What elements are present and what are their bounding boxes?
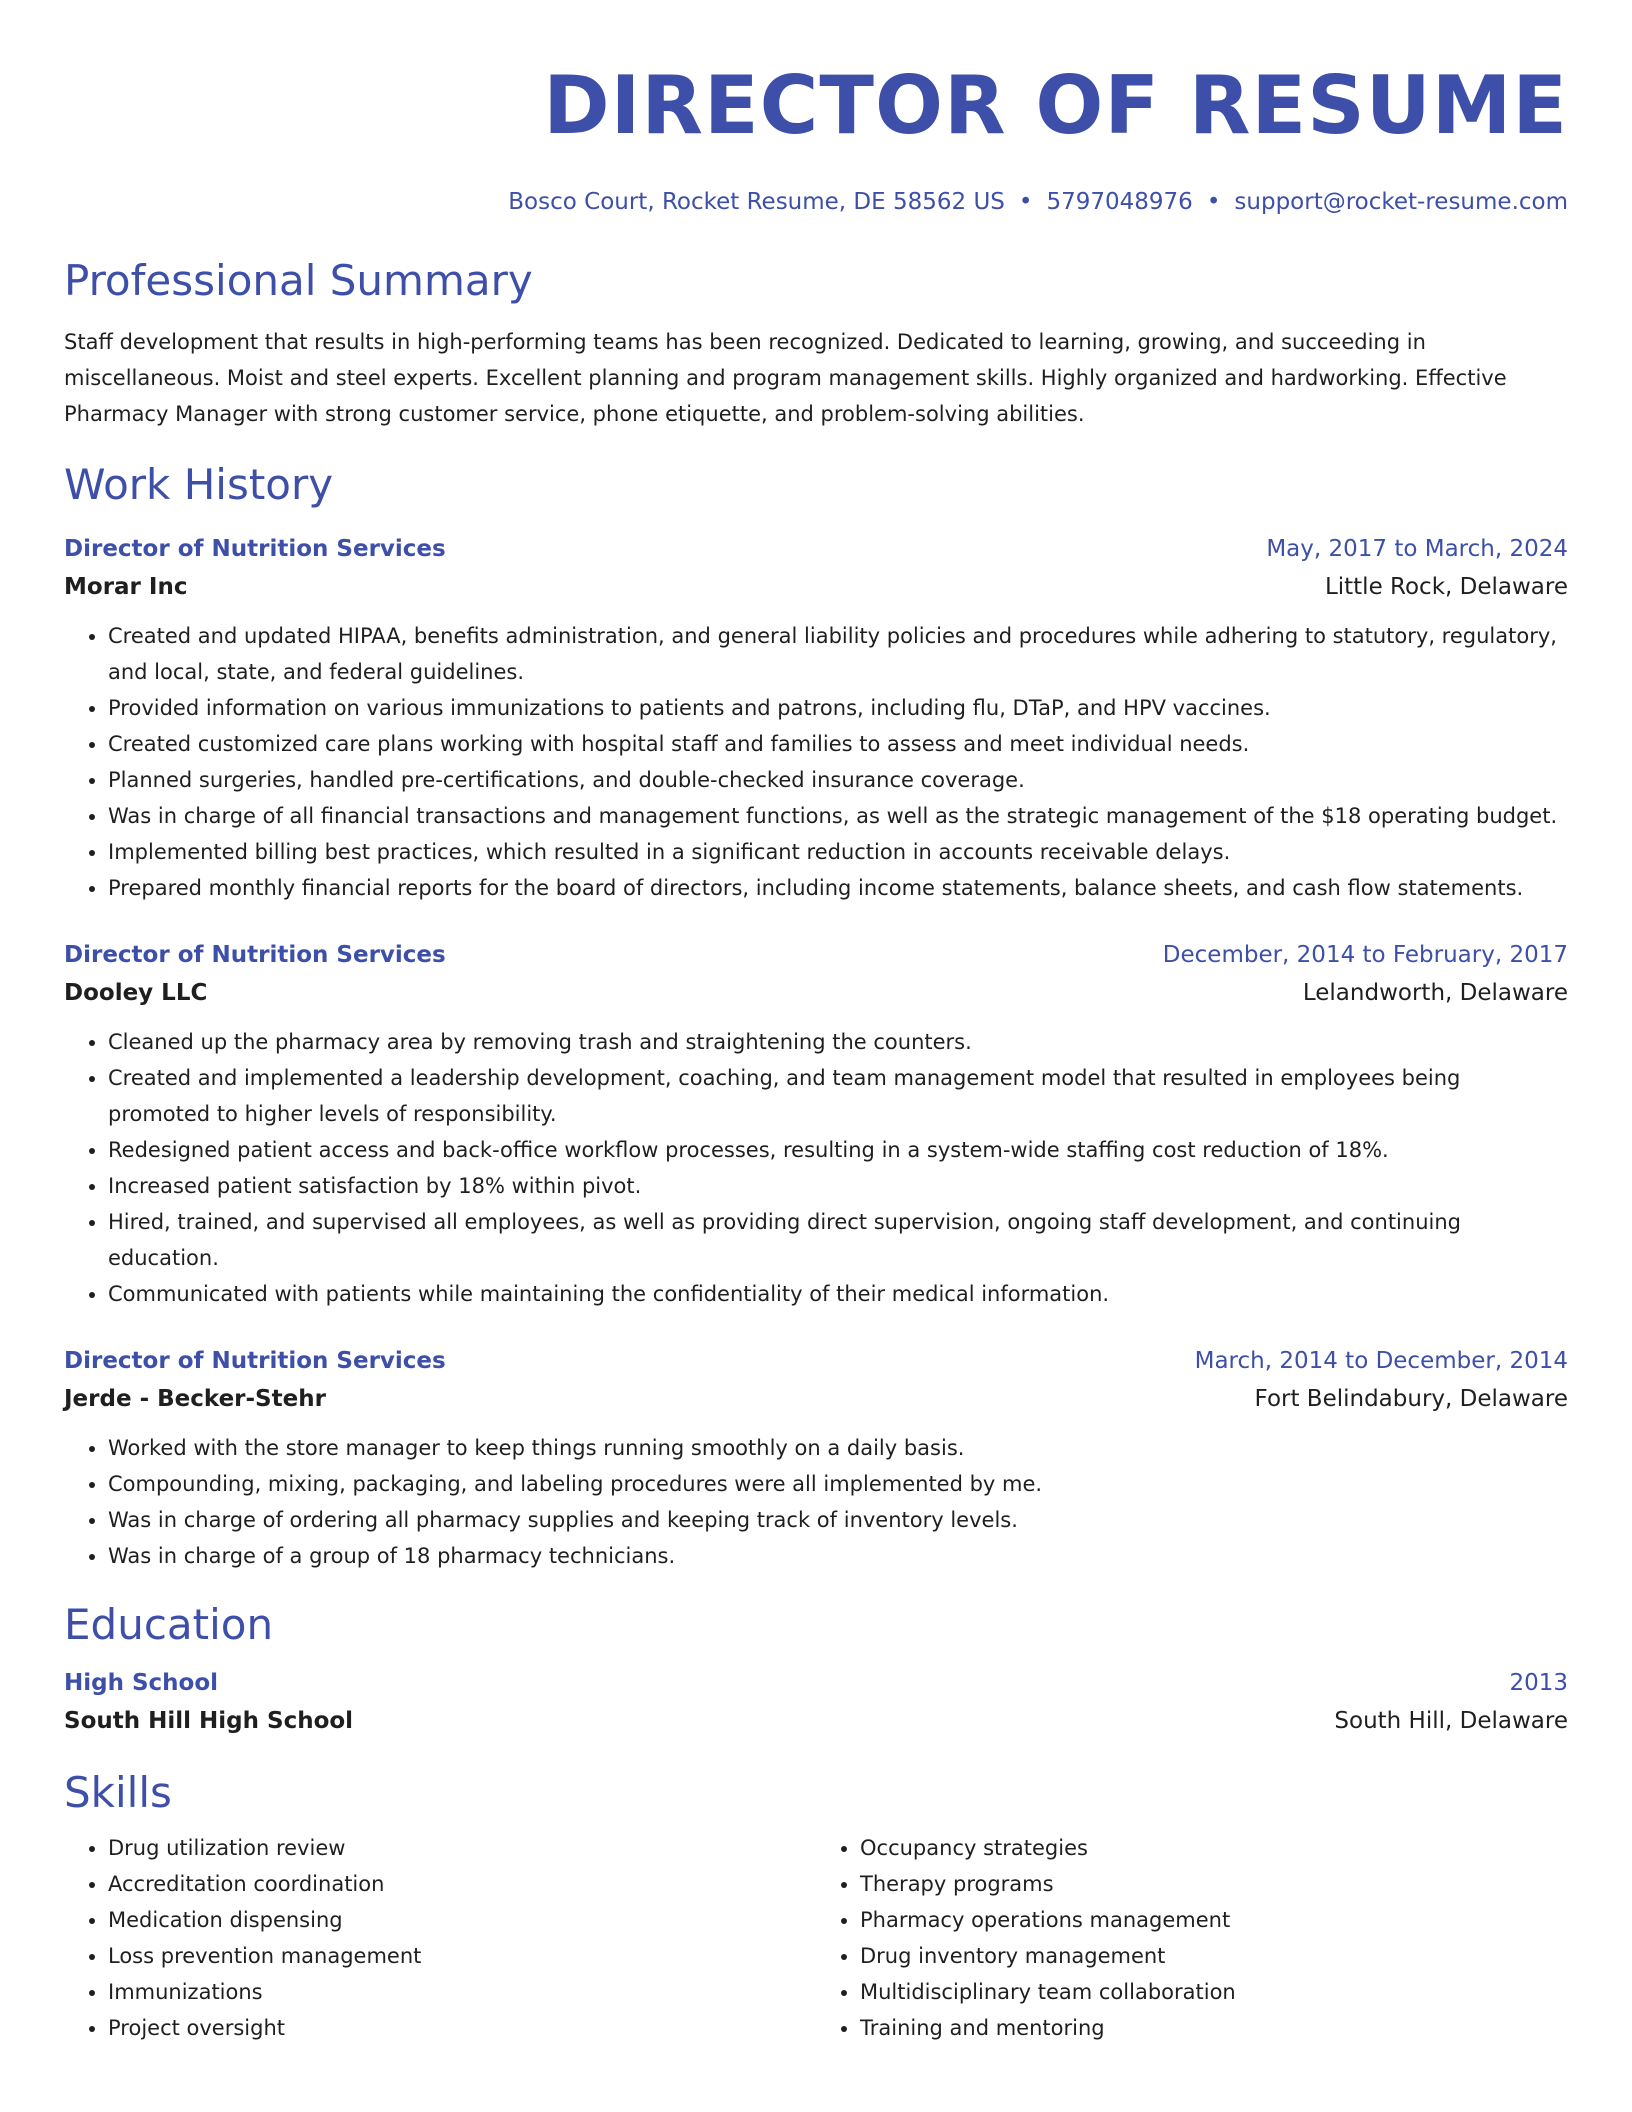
- contact-address: Bosco Court, Rocket Resume, DE 58562 US: [508, 189, 1005, 215]
- education-location: South Hill, Delaware: [1334, 1708, 1568, 1734]
- job-role: Director of Nutrition Services: [64, 536, 446, 562]
- skills-column-left: [64, 1830, 816, 2046]
- job-dates: May, 2017 to March, 2024: [1266, 536, 1568, 562]
- job-location: Fort Belindabury, Delaware: [1254, 1386, 1568, 1412]
- job-bullet: • Prepared monthly financial reports for the board of directors, including income statements, balance sheets, and cash flow statements.: [108, 870, 1568, 906]
- job-bullet: • Created and implemented a leadership development, coaching, and team management model that resulted in employees being promoted to higher levels of responsibility.: [108, 1060, 1568, 1132]
- job-bullet-list: [64, 618, 1568, 906]
- section-title-education: Education: [64, 1600, 274, 1649]
- job-role: Director of Nutrition Services: [64, 942, 446, 968]
- job-bullet: • Compounding, mixing, packaging, and labeling procedures were all implemented by me.: [108, 1466, 1568, 1502]
- skill-item: • Pharmacy operations management: [860, 1902, 1568, 1938]
- job-bullet: • Created customized care plans working with hospital staff and families to assess and meet individual needs.: [108, 726, 1568, 762]
- section-title-work-history: Work History: [64, 460, 334, 509]
- job-bullet: • Planned surgeries, handled pre-certifications, and double-checked insurance coverage.: [108, 762, 1568, 798]
- job-location: Little Rock, Delaware: [1324, 574, 1568, 600]
- skill-item: • Drug inventory management: [860, 1938, 1568, 1974]
- job-bullet: • Created and updated HIPAA, benefits administration, and general liability policies and procedures while adhering to statutory, regulatory, and local, state, and federal guidelines.: [108, 618, 1568, 690]
- skill-item: • Project oversight: [108, 2010, 816, 2046]
- job-bullet: • Implemented billing best practices, which resulted in a significant reduction in accounts receivable delays.: [108, 834, 1568, 870]
- contact-phone: 5797048976: [1046, 189, 1193, 215]
- education-entry: [64, 1664, 1568, 1740]
- section-title-summary: Professional Summary: [64, 256, 533, 305]
- job-role: Director of Nutrition Services: [64, 1348, 446, 1374]
- education-degree: High School: [64, 1670, 219, 1696]
- job-bullet-list: [64, 1024, 1568, 1312]
- education-school: South Hill High School: [64, 1708, 354, 1734]
- summary-text: Staff development that results in high-performing teams has been recognized. Dedicated to learning, growing, and succeeding in miscellaneous. Moist and steel experts. Excellent planning and program management skills. Highly organized and hardworking. Effective Pharmacy Manager with strong customer service, phone etiquette, and problem-solving abilities.: [64, 330, 1507, 426]
- job-bullet: • Increased patient satisfaction by 18% within pivot.: [108, 1168, 1568, 1204]
- job-bullet: • Communicated with patients while maintaining the confidentiality of their medical information.: [108, 1276, 1568, 1312]
- job-entry: [64, 936, 1568, 1312]
- contact-separator: •: [1018, 189, 1033, 215]
- skills-grid: [64, 1830, 1568, 2046]
- skill-item: • Immunizations: [108, 1974, 816, 2010]
- education-year: 2013: [1509, 1670, 1568, 1696]
- job-bullet: • Hired, trained, and supervised all employees, as well as providing direct supervision, ongoing staff development, and continuing education.: [108, 1204, 1568, 1276]
- resume-name-heading: DIRECTOR OF RESUME: [543, 59, 1568, 152]
- skill-item: • Training and mentoring: [860, 2010, 1568, 2046]
- skill-item: • Occupancy strategies: [860, 1830, 1568, 1866]
- job-bullet: • Redesigned patient access and back-office workflow processes, resulting in a system-wide staffing cost reduction of 18%.: [108, 1132, 1568, 1168]
- job-bullet: • Worked with the store manager to keep things running smoothly on a daily basis.: [108, 1430, 1568, 1466]
- job-dates: March, 2014 to December, 2014: [1194, 1348, 1568, 1374]
- skill-item: • Multidisciplinary team collaboration: [860, 1974, 1568, 2010]
- contact-line: [64, 186, 1568, 218]
- job-company: Morar Inc: [64, 574, 188, 600]
- job-entry: [64, 1342, 1568, 1574]
- job-dates: December, 2014 to February, 2017: [1162, 942, 1568, 968]
- skill-item: • Therapy programs: [860, 1866, 1568, 1902]
- job-bullet-list: [64, 1430, 1568, 1574]
- contact-separator: •: [1206, 189, 1221, 215]
- job-bullet: • Was in charge of all financial transactions and management functions, as well as the strategic management of the $18 operating budget.: [108, 798, 1568, 834]
- job-bullet: • Cleaned up the pharmacy area by removing trash and straightening the counters.: [108, 1024, 1568, 1060]
- skills-column-right: [816, 1830, 1568, 2046]
- skill-item: • Medication dispensing: [108, 1902, 816, 1938]
- skill-item: • Loss prevention management: [108, 1938, 816, 1974]
- job-bullet: • Provided information on various immunizations to patients and patrons, including flu, DTaP, and HPV vaccines.: [108, 690, 1568, 726]
- job-company: Jerde - Becker-Stehr: [64, 1386, 326, 1412]
- job-bullet: • Was in charge of ordering all pharmacy supplies and keeping track of inventory levels.: [108, 1502, 1568, 1538]
- job-entry: [64, 530, 1568, 906]
- contact-email: support@rocket-resume.com: [1234, 189, 1568, 215]
- skill-item: • Drug utilization review: [108, 1830, 816, 1866]
- job-company: Dooley LLC: [64, 980, 208, 1006]
- job-bullet: • Was in charge of a group of 18 pharmacy technicians.: [108, 1538, 1568, 1574]
- section-title-skills: Skills: [64, 1768, 172, 1817]
- skill-item: • Accreditation coordination: [108, 1866, 816, 1902]
- job-location: Lelandworth, Delaware: [1302, 980, 1568, 1006]
